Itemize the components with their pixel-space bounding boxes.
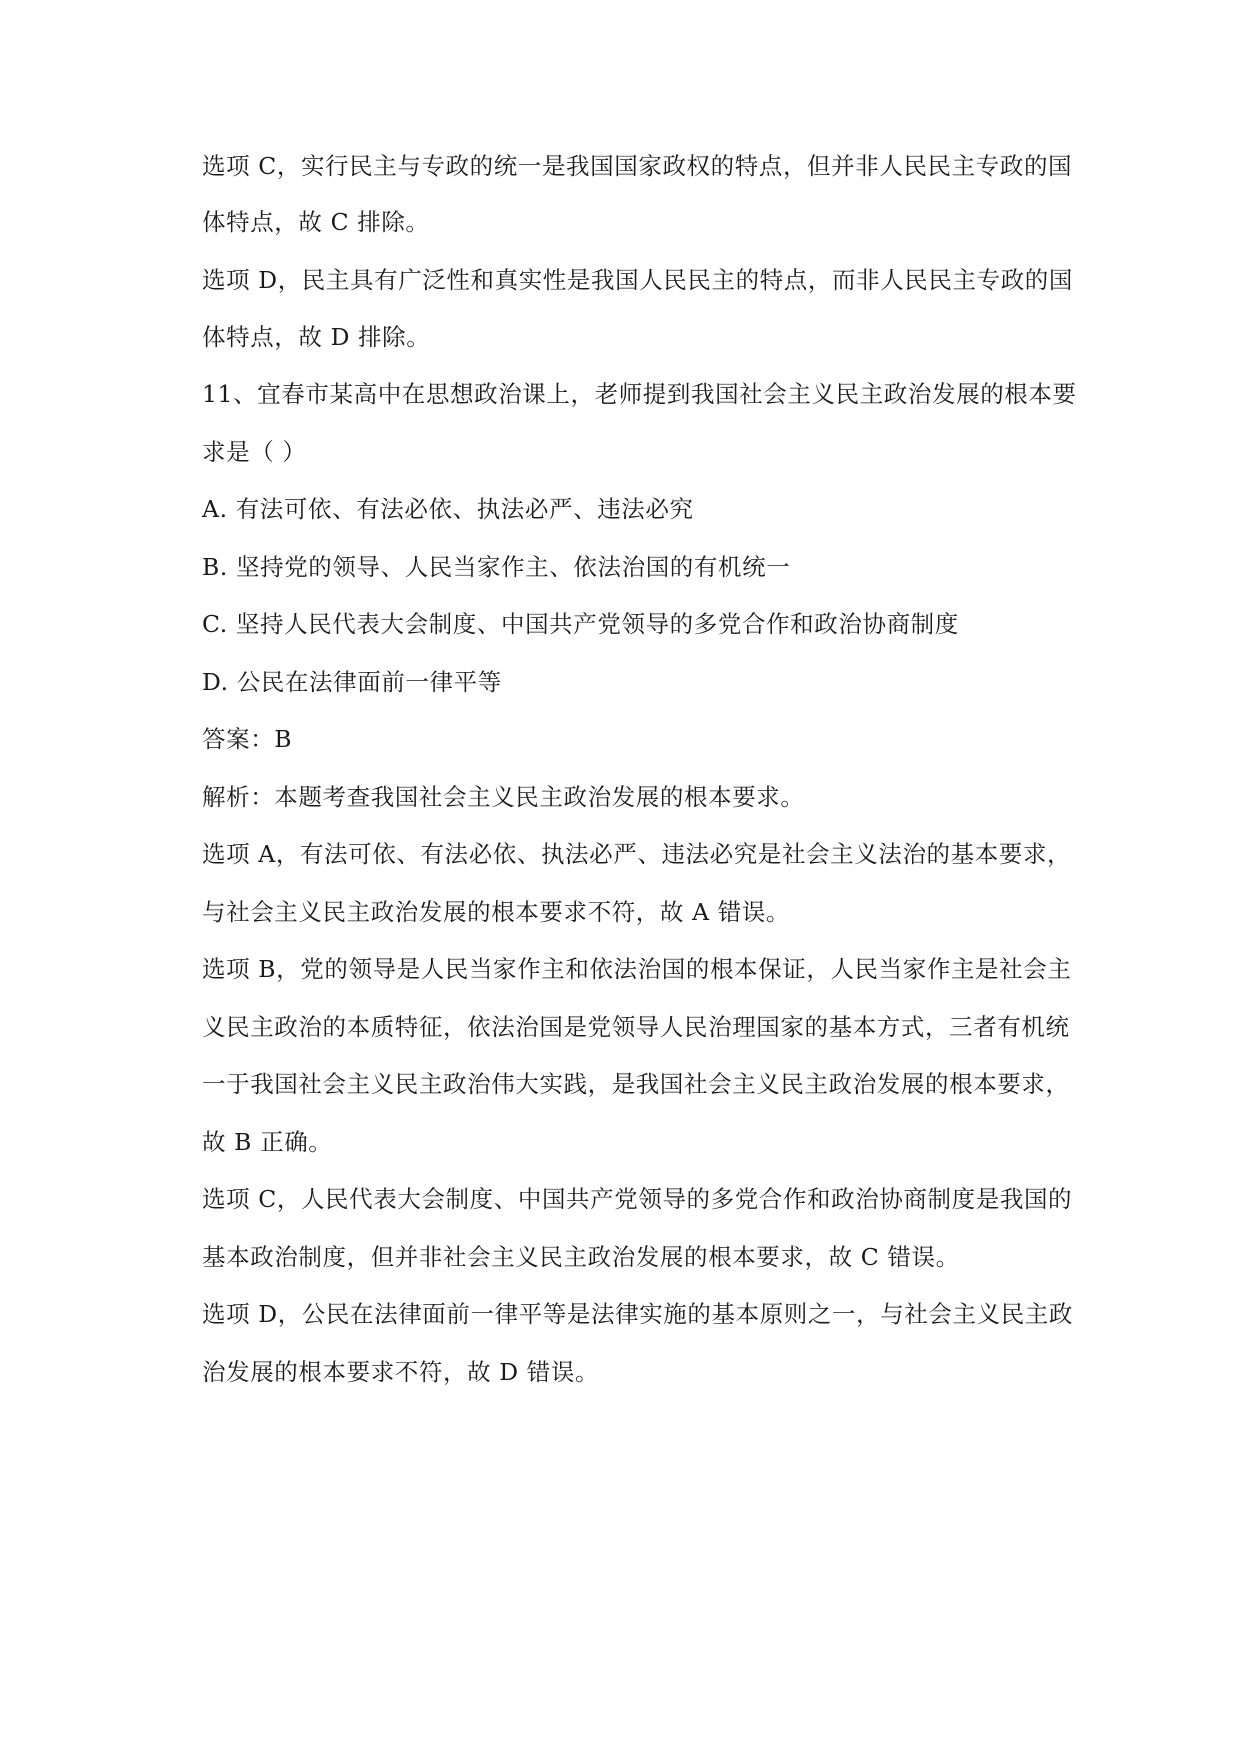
text-line: 一于我国社会主义民主政治伟大实践，是我国社会主义民主政治发展的根本要求，	[202, 1070, 1070, 1098]
answer-line: 答案：B	[202, 725, 293, 753]
text-line: 选项 C，人民代表大会制度、中国共产党领导的多党合作和政治协商制度是我国的	[202, 1185, 1073, 1213]
text-line: 选项 D，民主具有广泛性和真实性是我国人民民主的特点，而非人民民主专政的国	[202, 266, 1074, 294]
text-line: 选项 D，公民在法律面前一律平等是法律实施的基本原则之一，与社会主义民主政	[202, 1300, 1074, 1328]
text-line: 义民主政治的本质特征，依法治国是党领导人民治理国家的基本方式，三者有机统	[202, 1013, 1070, 1041]
option-a: A. 有法可依、有法必依、执法必严、违法必究	[202, 495, 694, 523]
text-line: 选项 B，党的领导是人民当家作主和依法治国的根本保证，人民当家作主是社会主	[202, 955, 1072, 983]
text-line: 基本政治制度，但并非社会主义民主政治发展的根本要求，故 C 错误。	[202, 1243, 960, 1271]
text-line: 与社会主义民主政治发展的根本要求不符，故 A 错误。	[202, 898, 791, 926]
option-d: D. 公民在法律面前一律平等	[202, 668, 502, 696]
option-c: C. 坚持人民代表大会制度、中国共产党领导的多党合作和政治协商制度	[202, 610, 959, 638]
question-line: 求是（ ）	[202, 438, 307, 466]
text-line: 选项 C，实行民主与专政的统一是我国国家政权的特点，但并非人民民主专政的国	[202, 152, 1073, 180]
option-b: B. 坚持党的领导、人民当家作主、依法治国的有机统一	[202, 553, 791, 581]
text-line: 体特点，故 D 排除。	[202, 323, 431, 351]
text-line: 选项 A，有法可依、有法必依、执法必严、违法必究是社会主义法治的基本要求，	[202, 840, 1072, 868]
question-line: 11、宜春市某高中在思想政治课上，老师提到我国社会主义民主政治发展的根本要	[202, 380, 1077, 408]
text-line: 故 B 正确。	[202, 1128, 333, 1156]
analysis-line: 解析：本题考查我国社会主义民主政治发展的根本要求。	[202, 783, 805, 811]
text-line: 体特点，故 C 排除。	[202, 208, 430, 236]
text-line: 治发展的根本要求不符，故 D 错误。	[202, 1358, 600, 1386]
